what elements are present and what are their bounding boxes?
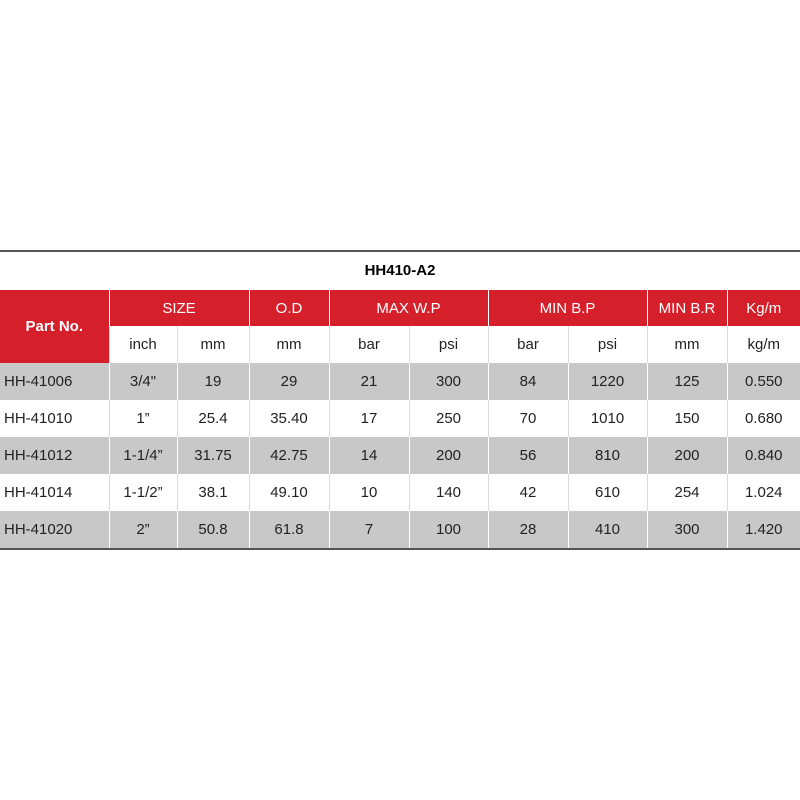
unit-cell: psi [568,326,647,363]
table-cell: 25.4 [177,400,249,437]
table-cell: 1220 [568,363,647,400]
part-number-cell: HH-41010 [0,400,109,437]
table-cell: 200 [647,437,727,474]
table-cell: 300 [409,363,488,400]
table-cell: 810 [568,437,647,474]
table-cell: 300 [647,511,727,548]
table-cell: 29 [249,363,329,400]
unit-cell: bar [488,326,568,363]
unit-cell: bar [329,326,409,363]
table-cell: 3/4" [109,363,177,400]
table-cell: 250 [409,400,488,437]
table-cell: 1.420 [727,511,800,548]
table-cell: 140 [409,474,488,511]
table-cell: 1-1/2” [109,474,177,511]
header-od: O.D [249,290,329,326]
table-row [0,400,800,437]
unit-cell: mm [647,326,727,363]
table-cell: 17 [329,400,409,437]
table-cell: 2” [109,511,177,548]
table-cell: 125 [647,363,727,400]
table-cell: 42.75 [249,437,329,474]
header-row-units [0,326,800,363]
table-cell: 610 [568,474,647,511]
table-cell: 1” [109,400,177,437]
table-row [0,511,800,548]
header-size: SIZE [109,290,249,326]
table-cell: 21 [329,363,409,400]
table-cell: 0.680 [727,400,800,437]
table-cell: 50.8 [177,511,249,548]
header-kgm: Kg/m [727,290,800,326]
spec-table [0,250,800,550]
table-cell: 1010 [568,400,647,437]
table-cell: 100 [409,511,488,548]
header-part-no: Part No. [0,290,109,363]
table-cell: 410 [568,511,647,548]
part-number-cell: HH-41014 [0,474,109,511]
table-cell: 14 [329,437,409,474]
table-cell: 28 [488,511,568,548]
table-cell: 254 [647,474,727,511]
table-row [0,474,800,511]
table-cell: 31.75 [177,437,249,474]
table-cell: 10 [329,474,409,511]
unit-cell: inch [109,326,177,363]
table-cell: 61.8 [249,511,329,548]
table-cell: 200 [409,437,488,474]
unit-cell: kg/m [727,326,800,363]
header-row-groups [0,290,800,326]
table-cell: 1.024 [727,474,800,511]
part-number-cell: HH-41020 [0,511,109,548]
table-cell: 0.840 [727,437,800,474]
table-row [0,437,800,474]
table-cell: 49.10 [249,474,329,511]
header-max-wp: MAX W.P [329,290,488,326]
unit-cell: mm [177,326,249,363]
unit-cell: psi [409,326,488,363]
table-cell: 1-1/4” [109,437,177,474]
table-cell: 38.1 [177,474,249,511]
table-row [0,363,800,400]
table-cell: 84 [488,363,568,400]
header-min-br: MIN B.R [647,290,727,326]
table-cell: 56 [488,437,568,474]
table-cell: 42 [488,474,568,511]
unit-cell: mm [249,326,329,363]
table-cell: 150 [647,400,727,437]
part-number-cell: HH-41006 [0,363,109,400]
table-title: HH410-A2 [0,252,800,290]
spec-grid [0,290,800,548]
header-min-bp: MIN B.P [488,290,647,326]
table-cell: 19 [177,363,249,400]
table-cell: 70 [488,400,568,437]
part-number-cell: HH-41012 [0,437,109,474]
table-cell: 0.550 [727,363,800,400]
table-cell: 7 [329,511,409,548]
table-cell: 35.40 [249,400,329,437]
